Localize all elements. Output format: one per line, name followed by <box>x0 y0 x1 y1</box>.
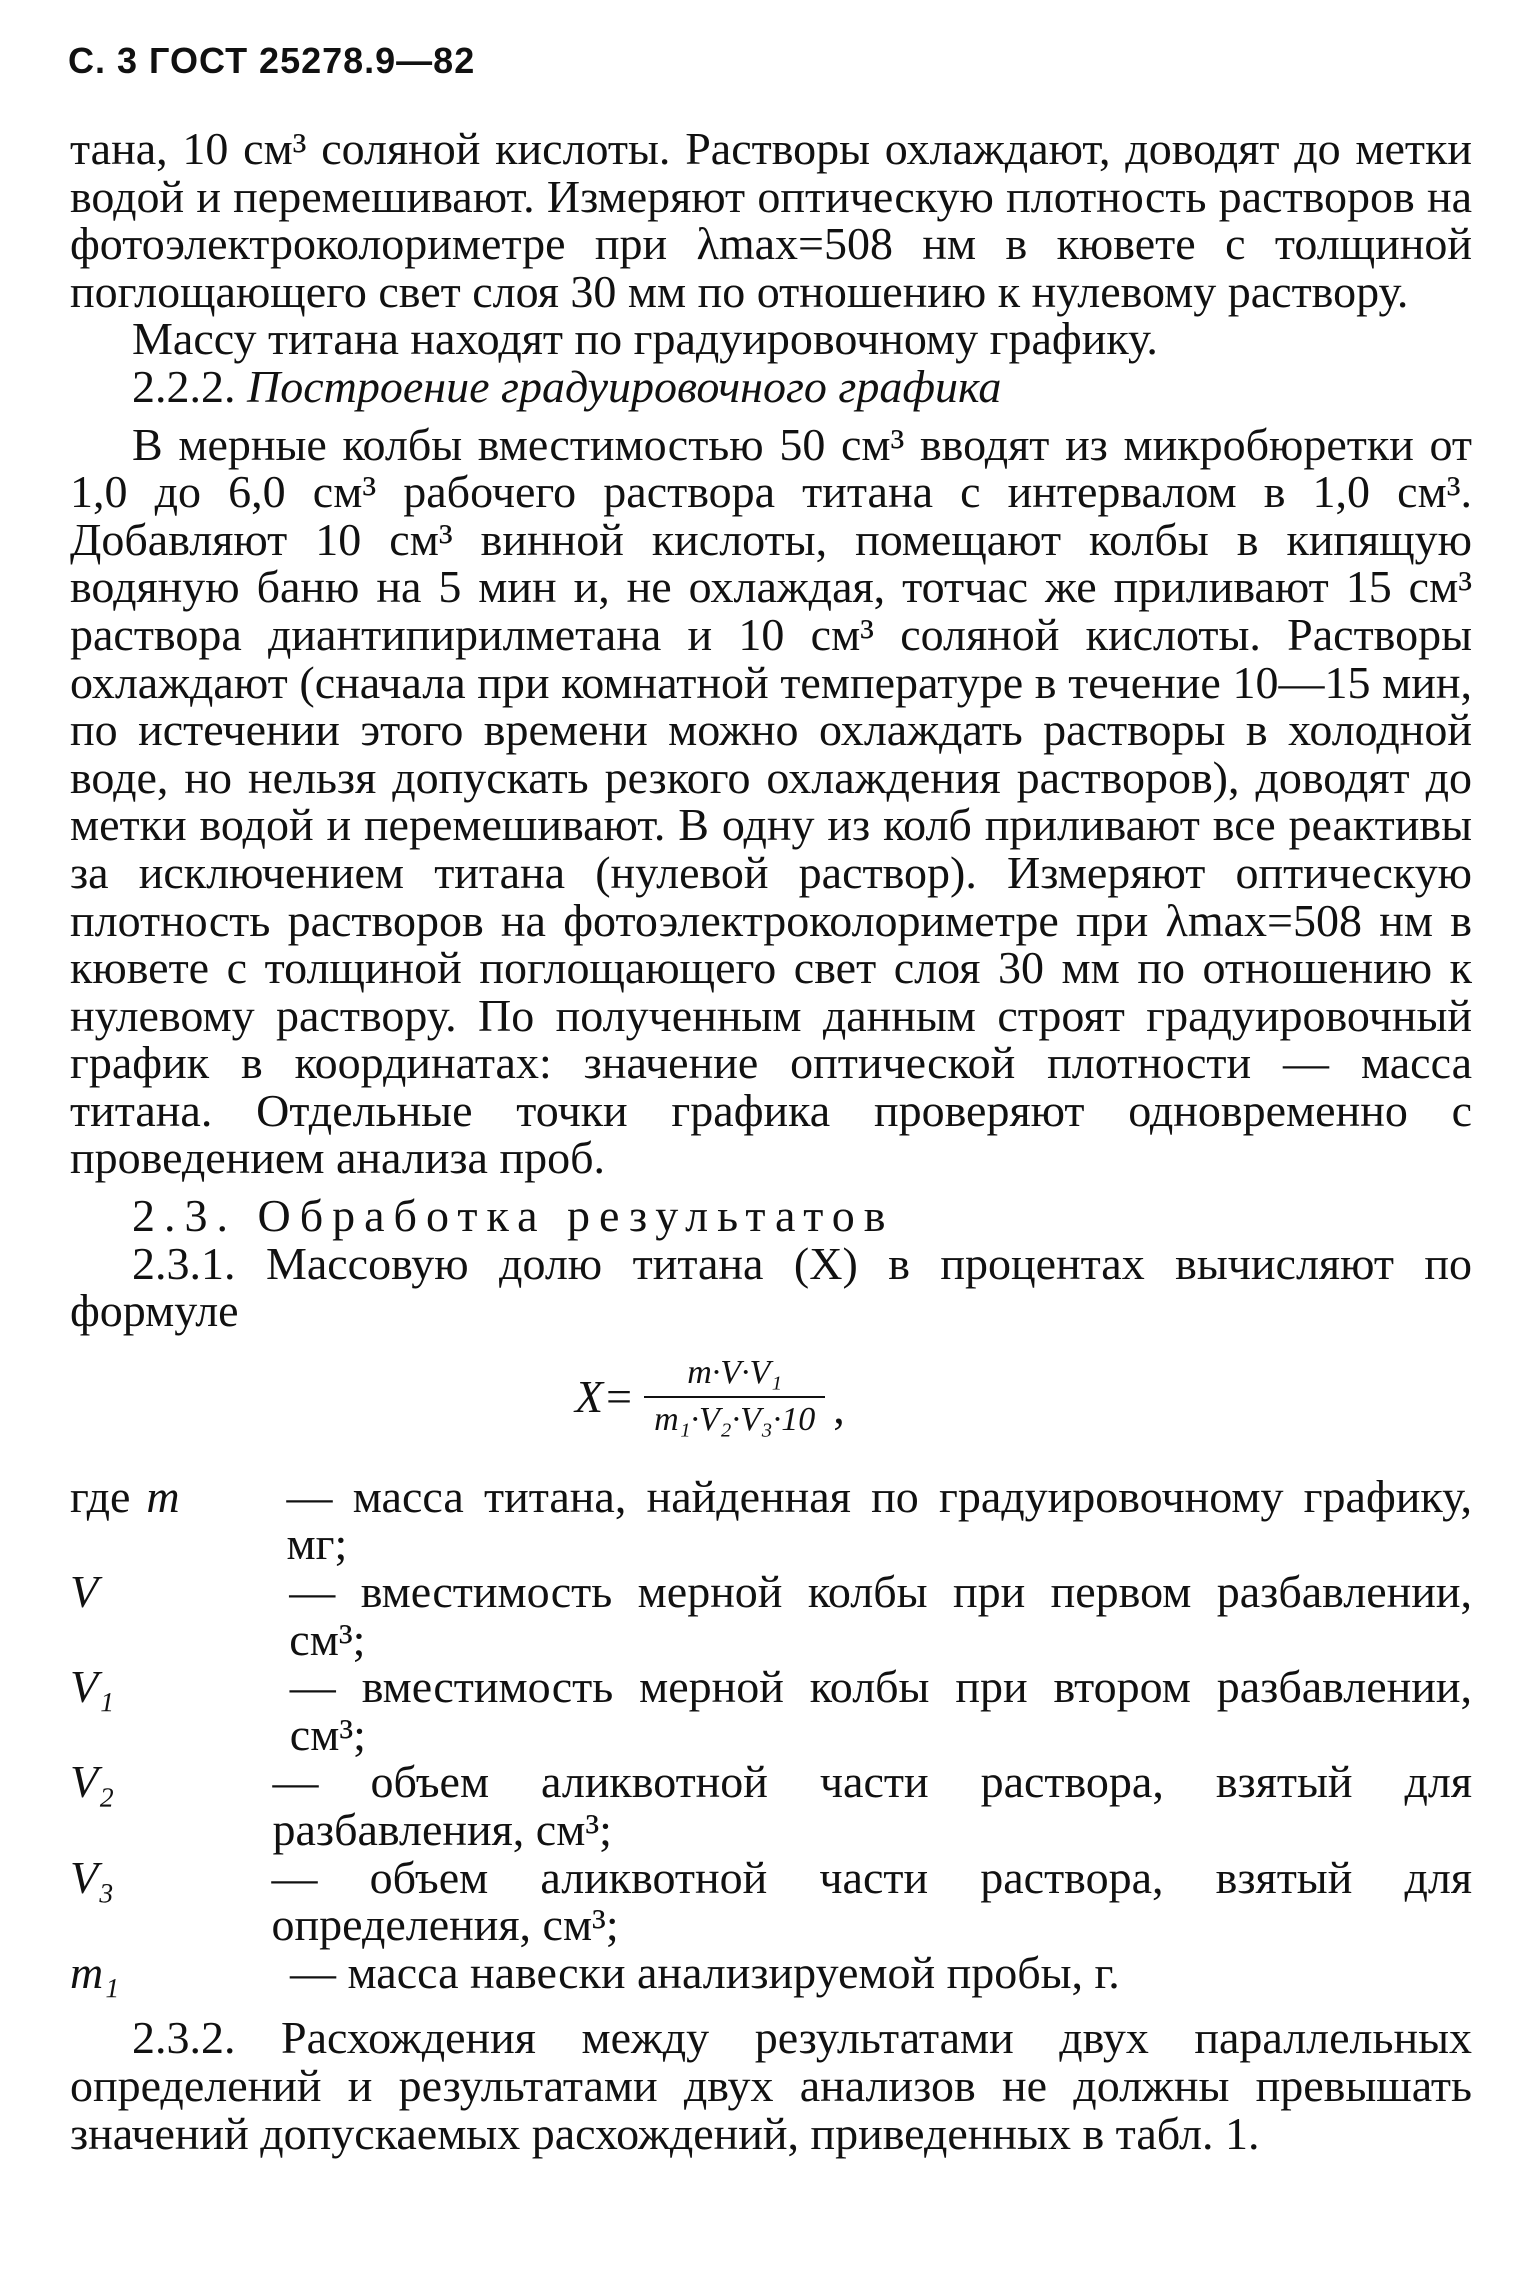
paragraph-formula-intro: 2.3.1. Массовую долю титана (X) в процентах вычисляют по формуле <box>70 1237 1472 1337</box>
mass-fraction-formula <box>575 1353 845 1441</box>
legend-symbol: m₁ <box>70 1946 120 1998</box>
legend-symbol: V <box>70 1566 99 1618</box>
legend-description: — объем аликвотной части раствора, взятый для разбавления, см³; <box>272 1756 1472 1855</box>
formula-lhs: X= <box>575 1370 635 1422</box>
legend-description: — масса навески анализируемой пробы, г. <box>290 1946 1120 1998</box>
formula-block <box>70 1345 1472 1455</box>
legend-description: — масса титана, найденная по градуировочному графику, мг; <box>286 1470 1472 1570</box>
legend-description: — вместимость мерной колбы при первом разбавлении, см³; <box>289 1566 1472 1665</box>
paragraph-discrepancies: 2.3.2. Расхождения между результатами двух параллельных определений и результатами двух анализов не должны превышать значений допускаемых расхождений, приведенных в табл. 1. <box>70 2012 1472 2159</box>
paragraph-calibration-procedure: В мерные колбы вместимостью 50 см³ вводят из микробюретки от 1,0 до 6,0 см³ рабочего раствора титана с интервалом в 1,0 см³. Добавляют 10 см³ винной кислоты, помещают колбы в кипящую водяную баню на 5 мин и, не охлаждая, тотчас же приливают 15 см³ раствора диантипирилметана и 10 см³ соляной кислоты. Растворы охлаждают (сначала при комнатной температуре в течение 10—15 мин, по истечении этого времени можно охлаждать растворы в холодной воде, но нельзя допускать резкого охлаждения растворов), доводят до метки водой и перемешивают. В одну из колб приливают все реактивы за исключением титана (нулевой раствор). Измеряют оптическую плотность растворов на фотоэлектроколориметре при λmax=508 нм в кювете с толщиной поглощающего свет слоя 30 мм по отношению к нулевому раствору. По полученным данным строят градуировочный график в координатах: значение оптической плотности — масса титана. Отдельные точки графика проверяют одновременно с проведением анализа проб. <box>70 418 1472 1184</box>
paragraph-mass-note: Массу титана находят по градуировочному графику. <box>132 313 1158 365</box>
legend-symbol: V₁ <box>70 1661 115 1713</box>
document-body <box>70 125 1472 2157</box>
legend-item <box>70 1470 1472 1570</box>
legend-description: — вместимость мерной колбы при втором разбавлении, см³; <box>289 1661 1472 1760</box>
legend-item <box>70 1568 1472 1663</box>
legend-item <box>70 1663 1472 1758</box>
paragraph-continuation: тана, 10 см³ соляной кислоты. Растворы охлаждают, доводят до метки водой и перемешивают. Измеряют оптическую плотность растворов на фотоэлектроколориметре при λmax=508 нм в кювете с толщиной поглощающего свет слоя 30 мм по отношению к нулевому раствору. <box>70 123 1472 317</box>
legend-lead: где <box>70 1470 131 1522</box>
formula-legend <box>70 1470 1472 1998</box>
formula-trailing: , <box>833 1381 845 1433</box>
section-heading-2-3-text: 2.3. Обработка результатов <box>132 1190 895 1242</box>
legend-item <box>70 1758 1472 1853</box>
formula-denominator: m₁·V₂·V₃·10 <box>654 1400 816 1438</box>
legend-symbol: V₂ <box>70 1756 115 1808</box>
section-heading-2-2-2 <box>70 360 1472 412</box>
legend-symbol: V₃ <box>70 1851 115 1903</box>
legend-item <box>70 1851 1472 1951</box>
legend-description: — объем аликвотной части раствора, взятый для определения, см³; <box>271 1851 1472 1951</box>
formula-fraction <box>644 1353 825 1441</box>
legend-symbol: m <box>146 1470 180 1522</box>
section-heading-text: 2.2.2. Построение градуировочного графика <box>132 360 1002 412</box>
formula-numerator: m·V·V₁ <box>687 1353 783 1391</box>
section-heading-2-3 <box>70 1192 1472 1240</box>
legend-item <box>70 1946 1472 1998</box>
page-header: С. 3 ГОСТ 25278.9—82 <box>68 40 476 81</box>
